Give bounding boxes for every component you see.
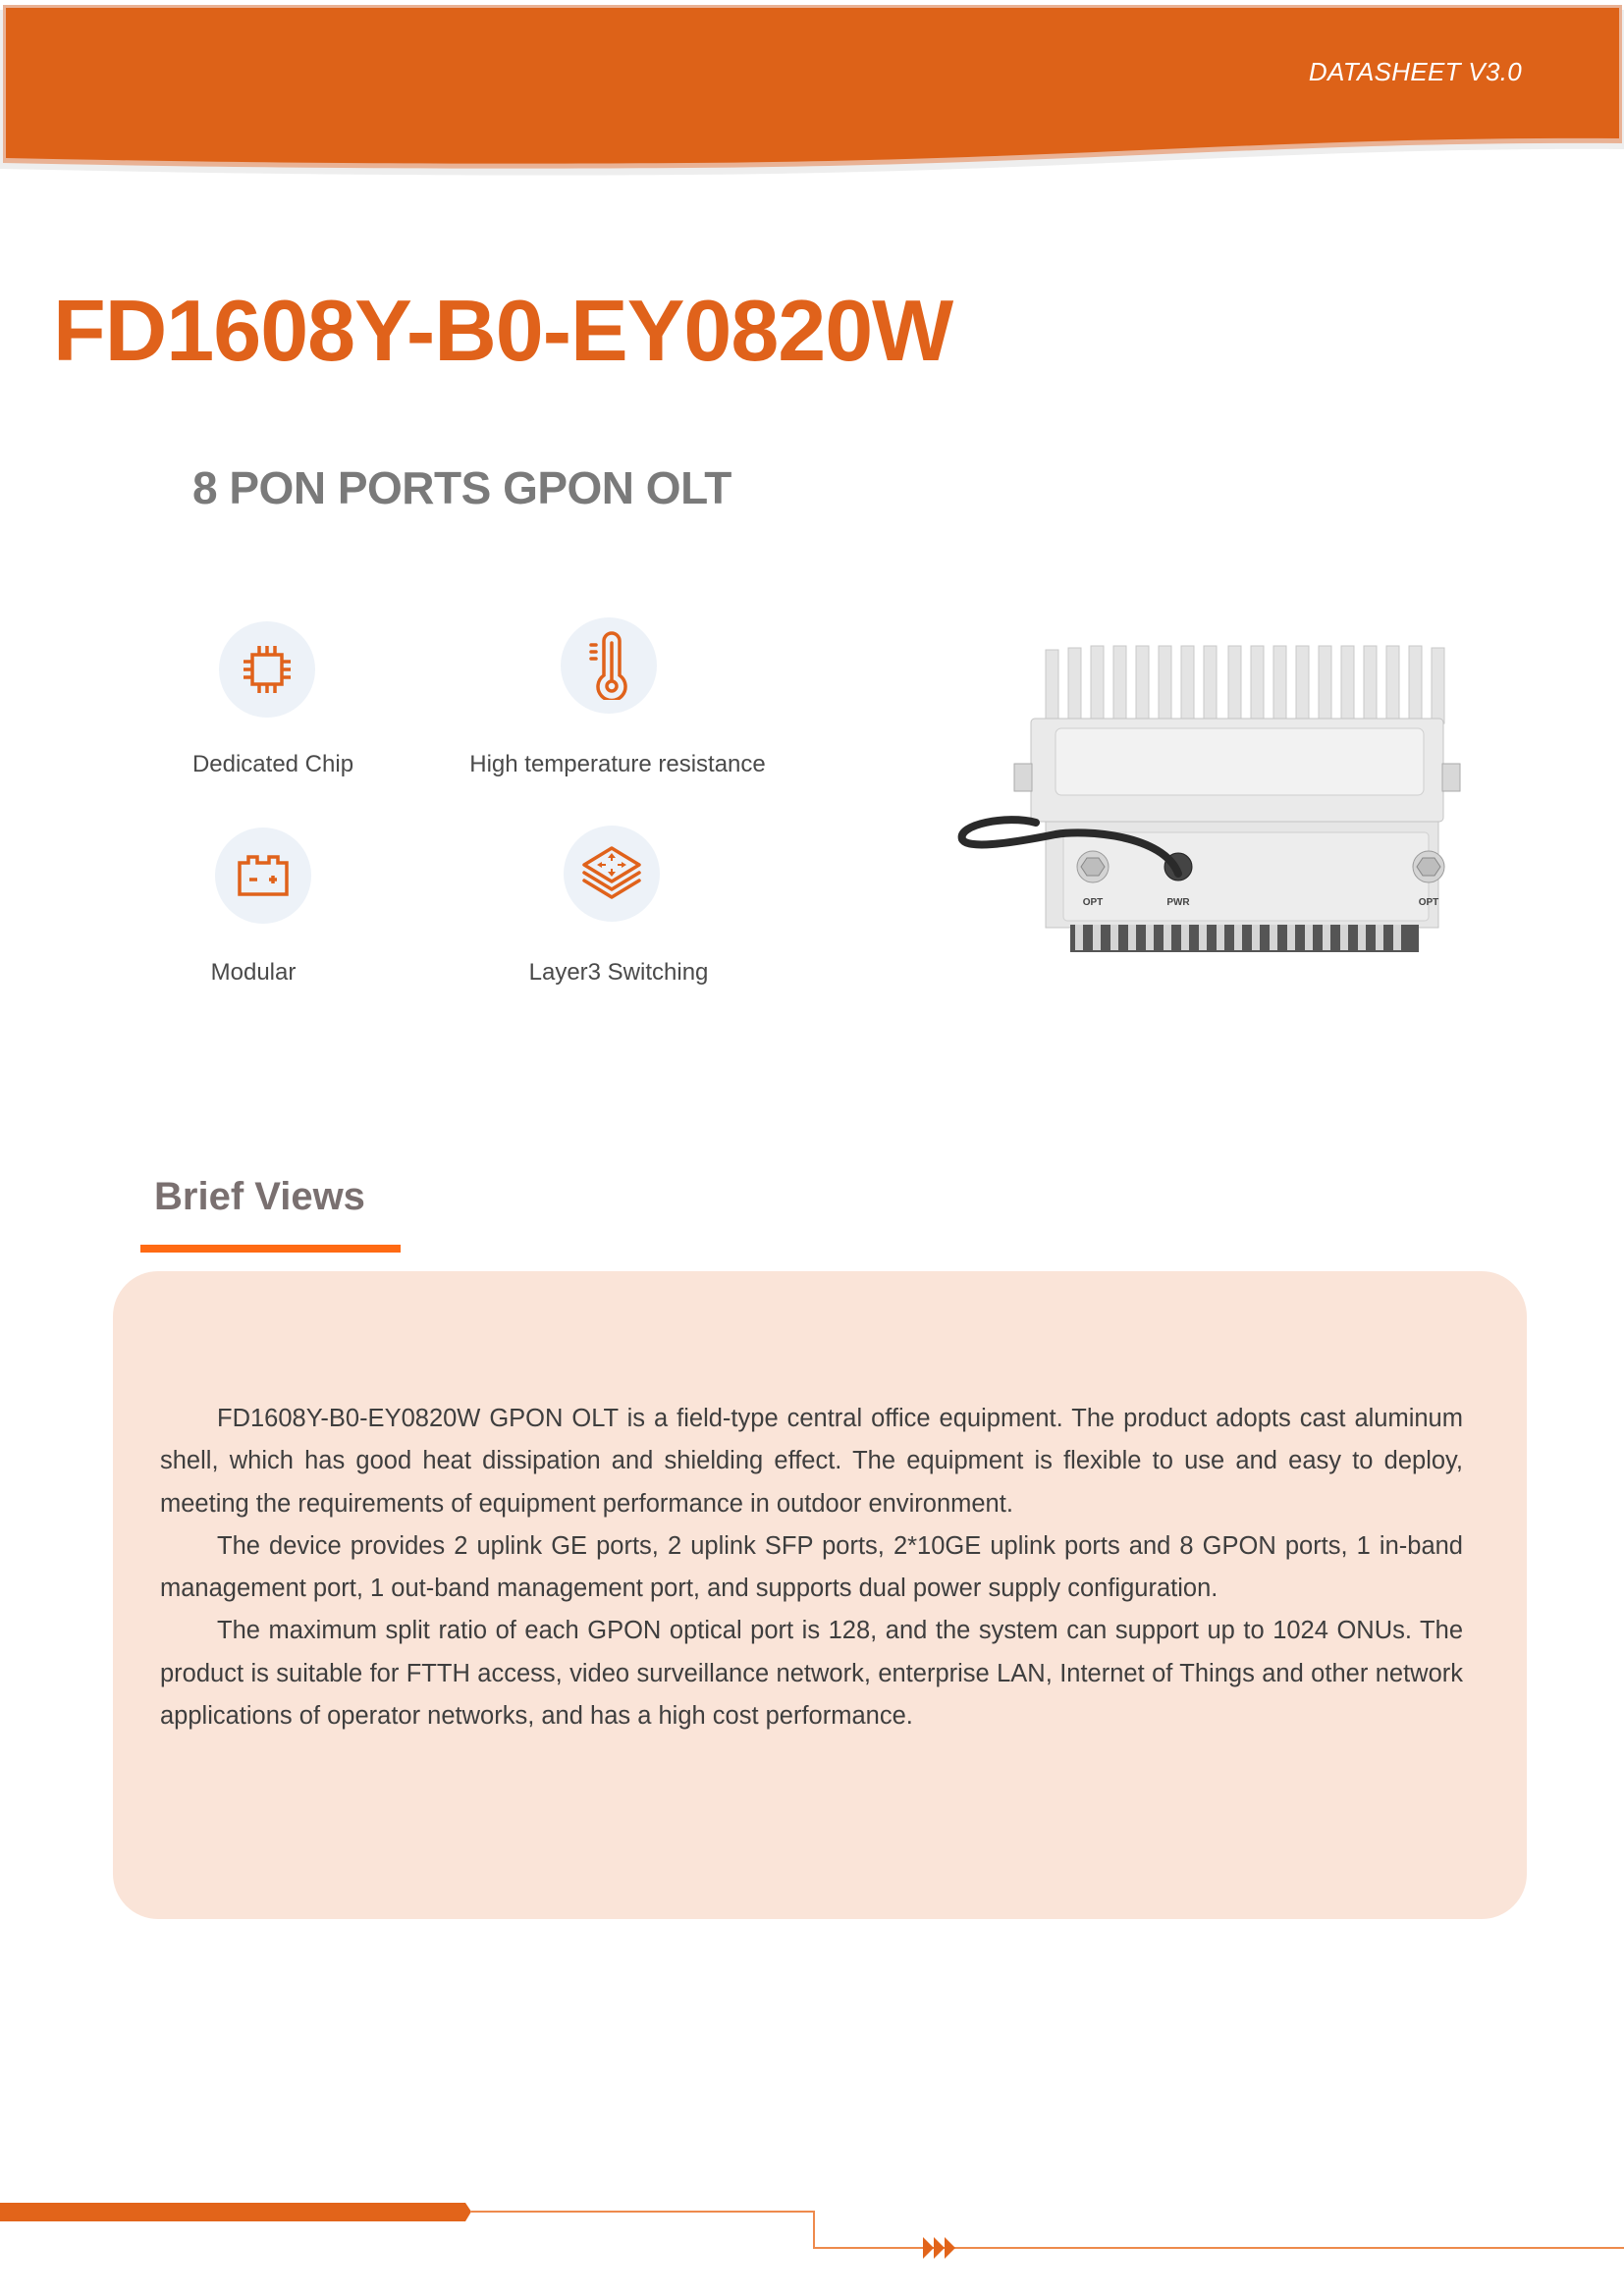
layers-switch-icon — [577, 842, 646, 905]
feature-label: High temperature resistance — [469, 751, 766, 777]
footer-line — [471, 2212, 1624, 2248]
product-title: FD1608Y-B0-EY0820W — [53, 282, 953, 379]
feature-layer3-switching — [564, 826, 660, 922]
chip-icon — [238, 640, 297, 699]
feature-icon-circle — [564, 826, 660, 922]
port-label-opt-left: OPT — [1082, 897, 1104, 908]
feature-label: Dedicated Chip — [191, 751, 354, 777]
section-heading-brief-views: Brief Views — [154, 1175, 365, 1218]
battery-icon — [234, 851, 293, 900]
feature-modular — [215, 828, 311, 924]
feature-icon-circle — [561, 617, 657, 714]
brief-paragraph: The maximum split ratio of each GPON optical port is 128, and the system can support up to 1024 ONUs. The product is suitable for FTTH access, video surveillance network, enterprise LAN, Internet of Things and other network applications of operator networks, and has a high cost performance. — [160, 1617, 1463, 1731]
datasheet-version-label: DATASHEET V3.0 — [1308, 57, 1522, 86]
feature-label: Modular — [210, 959, 297, 986]
brief-paragraph: FD1608Y-B0-EY0820W GPON OLT is a field-type central office equipment. The product adopts cast aluminum shell, which has good heat dissipation and shielding effect. The equipment is flexible to use and easy to deploy, meeting the requirements of equipment performance in outdoor environment. — [160, 1405, 1463, 1518]
brief-views-text — [160, 1398, 1463, 1737]
feature-icon-circle — [219, 621, 315, 718]
header-banner — [0, 0, 1624, 196]
product-image — [938, 638, 1537, 952]
feature-icon-circle — [215, 828, 311, 924]
port-label-opt-right: OPT — [1418, 897, 1439, 908]
product-subtitle: 8 PON PORTS GPON OLT — [192, 462, 731, 513]
feature-high-temperature — [561, 617, 657, 714]
feature-dedicated-chip — [219, 621, 315, 718]
footer-decoration — [0, 2189, 1624, 2277]
brief-paragraph: The device provides 2 uplink GE ports, 2 uplink SFP ports, 2*10GE uplink ports and 8 GPON ports, 1 in-band management port, 1 out-band management port, and supports dual power supply configuration. — [160, 1531, 1463, 1603]
thermometer-icon — [577, 631, 640, 700]
triple-arrow-icon — [923, 2237, 955, 2259]
port-label-pwr: PWR — [1166, 897, 1190, 908]
footer-bar — [0, 2203, 471, 2221]
section-heading-underline — [140, 1245, 401, 1253]
feature-label: Layer3 Switching — [528, 959, 709, 986]
